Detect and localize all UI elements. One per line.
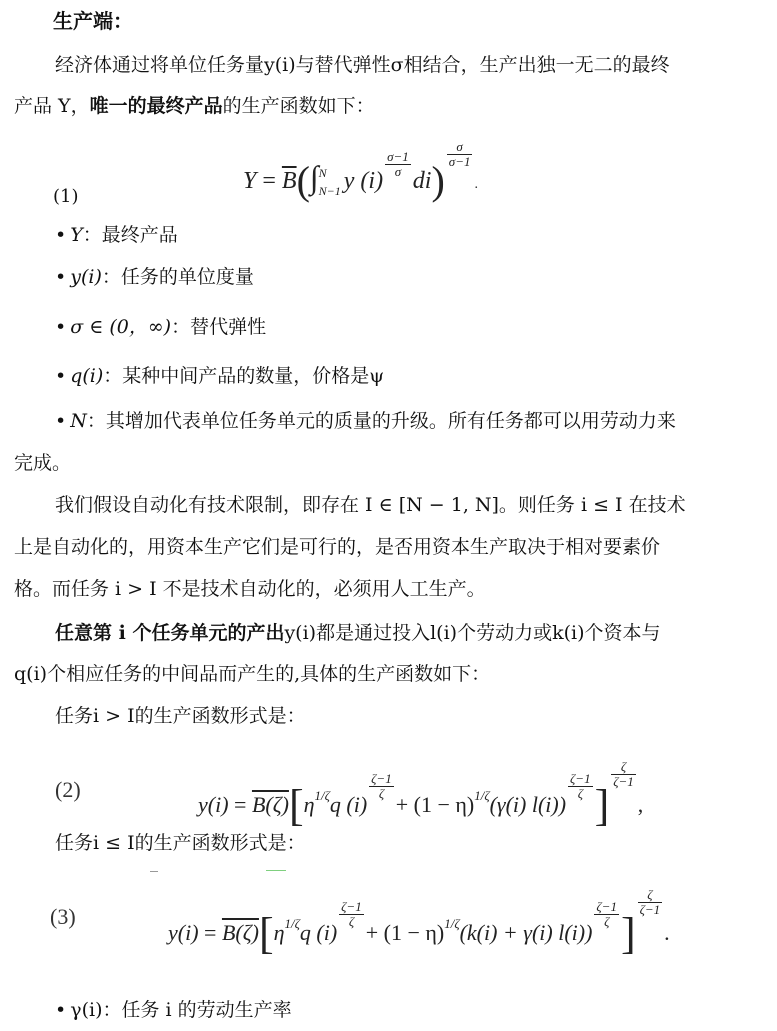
eq1-lower-limit: N−1	[318, 184, 341, 199]
bullet-item	[55, 997, 292, 1023]
eq2-outer-num: ζ	[611, 760, 636, 775]
eq1-inner-num: σ−1	[387, 149, 409, 164]
para1-bold-text: 唯一的最终产品	[89, 95, 223, 117]
eq2-term2: (γ(i) l(i))	[489, 792, 567, 817]
bullet-symbol: σ ∈ (0，∞)	[70, 316, 172, 338]
bullet-item	[55, 408, 676, 434]
eq2-eta2-exp: 1/ζ	[474, 788, 490, 803]
eq3-number: (3)	[50, 904, 76, 929]
paragraph-2-line-1: 我们假设自动化有技术限制，即存在 I ∈ [N − 1, N]。则任务 i ≤ I 在技术	[55, 494, 686, 516]
eq2-open-bracket: [	[288, 781, 304, 830]
scan-artifact	[150, 871, 158, 872]
paragraph-2-line-3: 格。而任务 i > I 不是技术自动化的，必须用人工生产。	[14, 578, 486, 600]
equation-2	[198, 760, 643, 831]
eq2-t2-exp-den: ζ	[577, 786, 583, 801]
eq3-t2-exp-den: ζ	[604, 914, 610, 929]
eq1-coef: $\overline{B}$	[281, 168, 297, 194]
eq2-q: q (i)	[329, 792, 368, 817]
eq3-term2-exponent	[594, 900, 619, 929]
eq1-equals: =	[262, 168, 276, 194]
scan-artifact-green	[266, 870, 286, 871]
paragraph-3-line-1	[55, 620, 660, 646]
eq2-q-exponent	[369, 772, 394, 801]
eq1-outer-exponent	[447, 140, 473, 169]
para3-text: y(i)都是通过投入l(i)个劳动力或k(i)个资本与	[284, 622, 661, 644]
eq3-outer-den: ζ−1	[639, 902, 661, 917]
section-heading: 生产端：	[53, 9, 133, 33]
bullet-item	[55, 264, 254, 290]
bullet-dot: •	[55, 266, 67, 288]
eq3-q-exp-num: ζ−1	[341, 899, 362, 914]
bullet-dot: •	[55, 410, 67, 432]
bullet-text: ：其增加代表单位任务单元的质量的升级。所有任务都可以用劳动力来	[86, 410, 676, 432]
eq2-t2-exp-num: ζ−1	[570, 771, 591, 786]
eq1-body: y (i)	[343, 168, 384, 194]
bullet-dot: •	[55, 365, 67, 387]
eq2-equals: =	[234, 792, 247, 817]
bullet-dot: •	[55, 224, 67, 246]
eq2-q-exp-den: ζ	[378, 786, 385, 801]
eq2-trail: ,	[637, 792, 644, 817]
eq2-eta: η	[303, 792, 315, 817]
eq3-open-bracket: [	[258, 909, 274, 958]
eq1-open-paren: (	[296, 158, 310, 203]
eq3-equals: =	[204, 920, 217, 945]
paragraph-1-line-2	[14, 93, 375, 119]
bullet-continuation: 完成。	[14, 452, 72, 474]
eq3-term2: (k(i) + γ(i) l(i))	[459, 920, 593, 945]
eq1-limits	[319, 164, 341, 200]
eq1-upper-limit: N	[318, 166, 327, 181]
eq2-q-exp-num: ζ−1	[371, 771, 392, 786]
eq2-outer-den: ζ−1	[613, 774, 634, 789]
eq2-plus: + (1 − η)	[395, 792, 475, 817]
paragraph-3-line-2: q(i)个相应任务的中间品而产生的,具体的生产函数如下：	[14, 663, 491, 685]
eq2-outer-exponent	[611, 760, 636, 789]
eq2-number: (2)	[55, 777, 81, 802]
paragraph-2-line-2: 上是自动化的，用资本生产它们是可行的，是否用资本生产取决于相对要素价	[14, 536, 661, 558]
bullet-text: ：任务 i 的劳动生产率	[102, 999, 292, 1021]
eq3-trail: .	[664, 920, 670, 945]
eq1-inner-den: σ	[394, 164, 402, 179]
eq3-eta-exp: 1/ζ	[284, 916, 300, 931]
bullet-text: ：任务的单位度量	[101, 266, 254, 288]
bullet-symbol: Y	[70, 224, 83, 246]
eq2-coef: B(ζ)	[251, 792, 289, 817]
eq3-outer-exponent	[638, 888, 663, 917]
eq3-coef: B(ζ)	[221, 920, 259, 945]
equation-1	[243, 140, 478, 204]
eq3-eta: η	[273, 920, 285, 945]
bullet-text: ：最终产品	[82, 224, 178, 246]
bullet-text: ：替代弹性	[171, 316, 267, 338]
bullet-text: ：某种中间产品的数量，价格是ψ	[103, 365, 385, 387]
eq2-close-bracket: ]	[594, 781, 610, 830]
eq3-lhs: y(i)	[168, 920, 199, 945]
eq3-eta2-exp: 1/ζ	[444, 916, 460, 931]
para1-text-post: 的生产函数如下：	[222, 95, 375, 117]
eq1-outer-den: σ−1	[448, 154, 471, 169]
eq1-integral: ∫	[309, 159, 319, 195]
eq3-close-bracket: ]	[620, 909, 636, 958]
eq3-outer-num: ζ	[638, 888, 663, 903]
eq3-plus: + (1 − η)	[365, 920, 445, 945]
eq3-q-exp-den: ζ	[348, 914, 355, 929]
paragraph-1-line-1: 经济体通过将单位任务量y(i)与替代弹性σ相结合，生产出独一无二的最终	[55, 54, 670, 76]
eq1-outer-num: σ	[447, 140, 473, 155]
eq1-lhs: Y	[243, 168, 257, 194]
eq1-di: di	[412, 168, 432, 194]
eq2-term2-exponent	[568, 772, 593, 801]
bullet-item	[55, 314, 266, 340]
eq3-t2-exp-num: ζ−1	[596, 899, 617, 914]
eq1-trail: .	[474, 177, 478, 192]
bullet-item	[55, 363, 384, 389]
bullet-item	[55, 222, 178, 248]
eq1-number: (1)	[53, 186, 79, 207]
bullet-dot: •	[55, 999, 67, 1021]
eq3-q-exponent	[339, 900, 364, 929]
bullet-symbol: q(i)	[70, 365, 104, 387]
equation-3-label: 任务i ≤ I的生产函数形式是：	[55, 832, 306, 854]
eq1-inner-exponent	[385, 150, 411, 179]
bullet-symbol: y(i)	[70, 266, 102, 288]
eq3-q: q (i)	[299, 920, 338, 945]
bullet-symbol: γ(i)	[70, 999, 103, 1021]
eq1-close-paren: )	[431, 158, 445, 203]
equation-2-label: 任务i > I的生产函数形式是：	[55, 705, 306, 727]
para1-text-pre: 产品 Y，	[14, 95, 90, 117]
eq2-lhs: y(i)	[198, 792, 229, 817]
bullet-symbol: N	[70, 410, 87, 432]
eq2-eta-exp: 1/ζ	[314, 788, 330, 803]
bullet-dot: •	[55, 316, 67, 338]
equation-3	[168, 888, 670, 959]
para3-bold-text: 任意第 i 个任务单元的产出	[55, 622, 285, 644]
